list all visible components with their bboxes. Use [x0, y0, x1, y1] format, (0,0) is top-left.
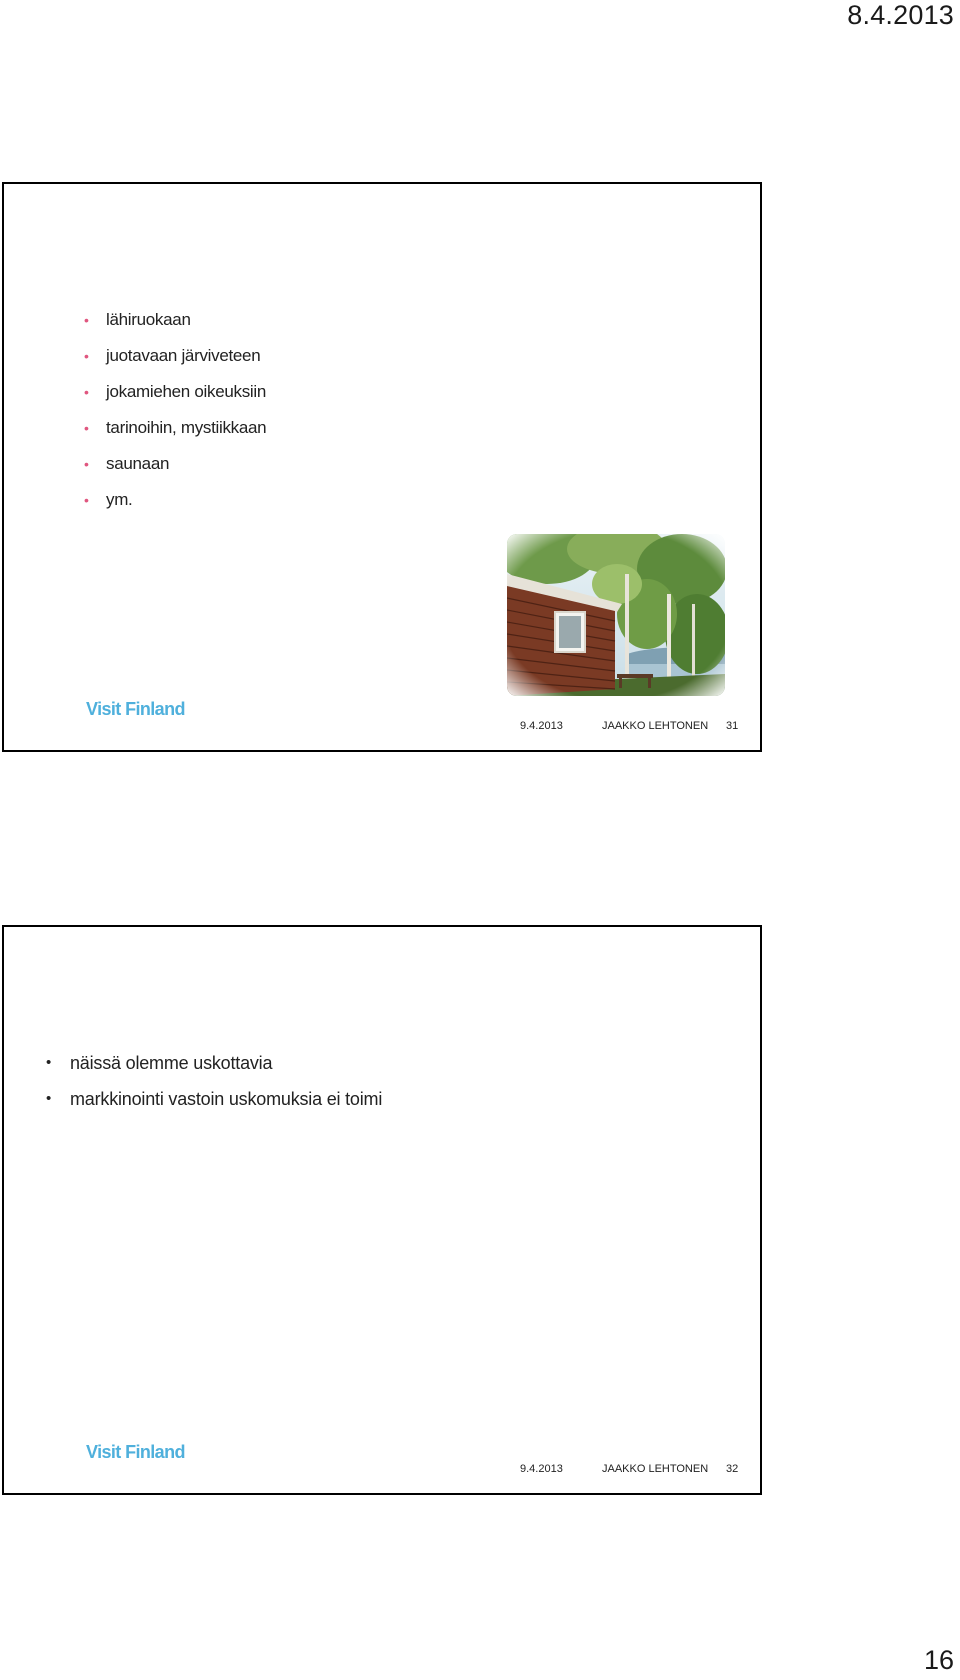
bullet-dot-icon: • [84, 456, 89, 472]
bullet-item: • jokamiehen oikeuksiin [84, 382, 267, 401]
footer-author: JAAKKO LEHTONEN [602, 1463, 709, 1475]
bullet-dot-icon: • [84, 312, 89, 328]
bullet-dot-icon: • [46, 1090, 52, 1107]
slide-number: 32 [726, 1463, 739, 1475]
bullet-list [46, 1052, 382, 1124]
slide-number: 31 [726, 720, 739, 732]
bullet-item: • näissä olemme uskottavia [46, 1053, 273, 1073]
page-header-date: 8.4.2013 [847, 0, 954, 30]
visit-finland-logo: Visit Finland [86, 699, 185, 719]
bullet-dot-icon: • [84, 492, 89, 508]
bullet-dot-icon: • [84, 384, 89, 400]
sauna-photo-illustration [507, 534, 725, 696]
bullet-item: • markkinointi vastoin uskomuksia ei toimi [46, 1089, 383, 1109]
page-number: 16 [923, 1645, 954, 1675]
slide-32 [2, 925, 762, 1495]
footer-author: JAAKKO LEHTONEN [602, 720, 709, 732]
bullet-item: • juotavaan järviveteen [84, 346, 261, 365]
visit-finland-logo: Visit Finland [86, 1442, 185, 1462]
bullet-item: • saunaan [84, 454, 170, 473]
bullet-dot-icon: • [46, 1054, 52, 1071]
bullet-list [84, 309, 266, 525]
bullet-dot-icon: • [84, 348, 89, 364]
footer-date: 9.4.2013 [520, 720, 563, 732]
footer-date: 9.4.2013 [520, 1463, 563, 1475]
bullet-item: • tarinoihin, mystiikkaan [84, 418, 267, 437]
bullet-item: • lähiruokaan [84, 310, 191, 329]
slide-31 [2, 182, 762, 752]
sauna-photo [507, 534, 725, 696]
bullet-item: • ym. [84, 490, 133, 509]
bullet-dot-icon: • [84, 420, 89, 436]
